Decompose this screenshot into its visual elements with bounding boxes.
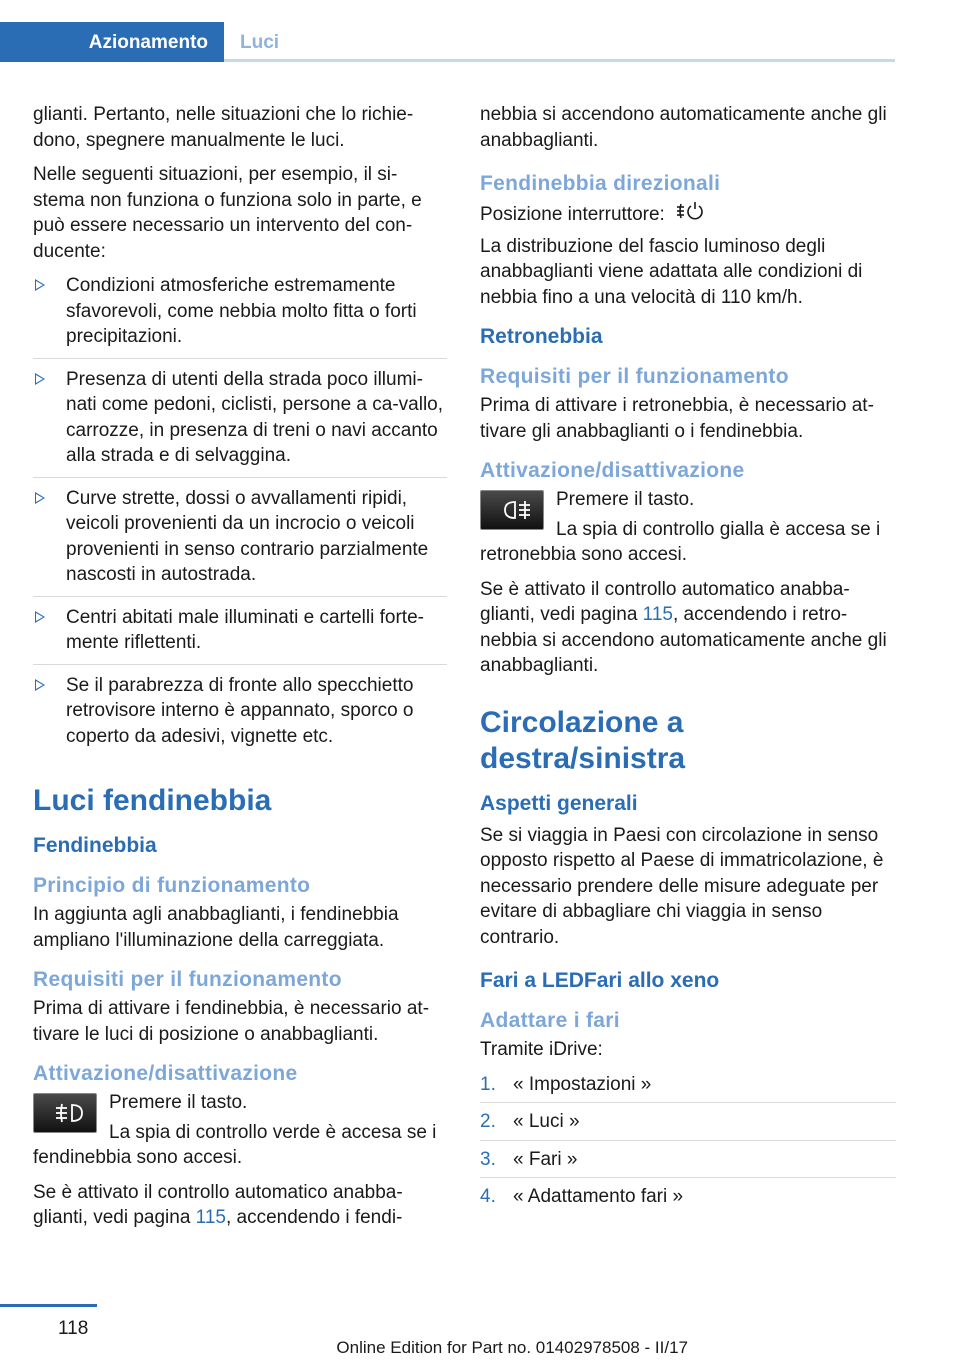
paragraph-text: , accendendo i retro-nebbia si accendono automaticamente anche gli anabbaglianti. (480, 604, 887, 676)
topic-heading: Principio di funzionamento (33, 874, 311, 897)
fog-light-switch-icon (675, 200, 703, 230)
footer-divider (0, 1304, 97, 1307)
instruction-text: Premere il tasto. (556, 489, 695, 510)
paragraph (480, 577, 896, 679)
instruction-text: La spia di controllo verde è accesa se i fendinebbia sono accesi. (33, 1121, 437, 1168)
step-number: 4. (480, 1186, 496, 1207)
left-column (33, 102, 447, 1240)
list-item-text: Condizioni atmosferiche estremamente sfavorevoli, come nebbia molto fitta o forti precipitazioni. (66, 275, 417, 347)
subsection-title: Fari a LEDFari allo xeno (480, 969, 720, 992)
instruction-text: Premere il tasto. (109, 1092, 248, 1113)
step-number: 3. (480, 1148, 496, 1170)
situations-list (33, 273, 447, 757)
section-title: Circolazione a destra/sinistra (480, 705, 686, 775)
paragraph-text: , accendendo i fendi- (225, 1207, 403, 1228)
bullet-triangle-icon (35, 611, 45, 623)
list-item (480, 1184, 896, 1215)
bullet-triangle-icon (35, 679, 45, 691)
idrive-steps (480, 1072, 896, 1215)
list-item-text: Curve strette, dossi o avvallamenti ripidi, veicoli provenienti da un incrocio o veicoli provenienti in senso contrario parzialmente nascosti in autostrada. (66, 487, 429, 585)
paragraph: In aggiunta agli anabbaglianti, i fendinebbia ampliano l'illuminazione della carreggiata. (33, 904, 399, 951)
list-item (33, 605, 447, 665)
paragraph: glianti. Pertanto, nelle situazioni che lo richie-dono, spegnere manualmente le luci. (33, 104, 414, 151)
paragraph: Se si viaggia in Paesi con circolazione in senso opposto rispetto al Paese di immatricolazione, è necessario prendere delle misure adeguate per evitare di abbagliare chi viaggia in senso contrario. (480, 824, 884, 948)
list-item (480, 1109, 896, 1141)
topic-heading: Adattare i fari (480, 1009, 620, 1032)
switch-label: Posizione interruttore: (480, 203, 665, 225)
paragraph-text: Se è attivato il controllo automatico anabba-glianti, vedi pagina (33, 1181, 403, 1228)
step-text: « Fari » (513, 1148, 578, 1170)
page-link[interactable]: 115 (195, 1207, 226, 1228)
topic-heading: Requisiti per il funzionamento (33, 968, 342, 991)
topic-heading: Attivazione/disattivazione (480, 459, 745, 482)
list-item (480, 1147, 896, 1179)
topic-heading: Attivazione/disattivazione (33, 1062, 298, 1085)
step-number: 1. (480, 1073, 496, 1095)
subsection-title: Fendinebbia (33, 834, 157, 857)
section-title: Luci fendinebbia (33, 784, 272, 817)
list-item (33, 673, 447, 758)
paragraph: Nelle seguenti situazioni, per esempio, il si-stema non funziona o funziona solo in parte, e può essere necessario un intervento del con-ducente: (33, 164, 422, 262)
instruction-text: La spia di controllo gialla è accesa se i retronebbia sono accesi. (480, 518, 881, 565)
rear-fog-button-icon (480, 490, 544, 530)
subsection-title: Retronebbia (480, 325, 603, 348)
paragraph: Tramite iDrive: (480, 1039, 603, 1060)
page-link[interactable]: 115 (642, 604, 673, 625)
switch-position (480, 200, 896, 230)
page-number: 118 (58, 1318, 89, 1339)
edition-note: Online Edition for Part no. 01402978508 - II/17 (336, 1338, 688, 1357)
paragraph (33, 1180, 447, 1231)
bullet-triangle-icon (35, 492, 45, 504)
step-text: « Impostazioni » (513, 1073, 652, 1095)
button-instruction (480, 487, 896, 568)
topic-heading: Fendinebbia direzionali (480, 172, 721, 195)
list-item (480, 1072, 896, 1104)
topic-heading: Requisiti per il funzionamento (480, 365, 789, 388)
paragraph: La distribuzione del fascio luminoso degli anabbaglianti viene adattata alle condizioni di nebbia fino a una velocità di 110 km/h. (480, 235, 863, 308)
list-item-text: Centri abitati male illuminati e cartelli forte-mente riflettenti. (66, 606, 424, 653)
step-text: « Adattamento fari » (513, 1186, 684, 1207)
header-divider (224, 59, 895, 62)
paragraph: Prima di attivare i fendinebbia, è necessario at-tivare le luci di posizione o anabbaglianti. (33, 998, 430, 1045)
list-item (33, 367, 447, 478)
button-instruction (33, 1090, 447, 1171)
tab-luci[interactable]: Luci (240, 32, 280, 53)
list-item (33, 273, 447, 359)
right-column (480, 102, 896, 1221)
list-item-text: Presenza di utenti della strada poco illumi-nati come pedoni, ciclisti, persone a ca-vallo, carrozze, in presenza di treni o navi accanto alla strada e di selvaggina. (66, 368, 444, 466)
tab-azionamento[interactable]: Azionamento (0, 22, 224, 62)
paragraph: Prima di attivare i retronebbia, è necessario at-tivare gli anabbaglianti o i fendinebbia. (480, 395, 874, 442)
bullet-triangle-icon (35, 279, 45, 291)
subsection-title: Aspetti generali (480, 791, 638, 815)
bullet-triangle-icon (35, 373, 45, 385)
front-fog-button-icon (33, 1093, 97, 1133)
paragraph-text: Se è attivato il controllo automatico anabba-glianti, vedi pagina (480, 578, 850, 625)
paragraph: nebbia si accendono automaticamente anche gli anabbaglianti. (480, 104, 887, 151)
step-number: 2. (480, 1111, 496, 1132)
header-tabs (0, 0, 895, 62)
step-text: « Luci » (513, 1111, 580, 1132)
list-item-text: Se il parabrezza di fronte allo specchietto retrovisore interno è appannato, sporco o coperto da adesivi, vignette etc. (66, 674, 414, 747)
list-item (33, 486, 447, 597)
